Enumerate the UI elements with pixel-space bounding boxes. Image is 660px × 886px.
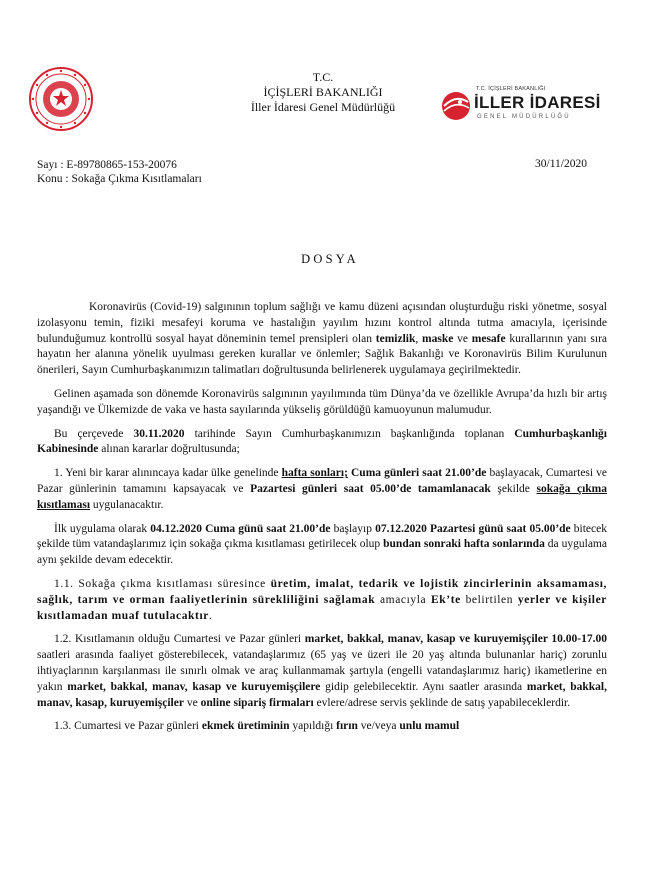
letterhead-line-3: İller İdaresi Genel Müdürlüğü xyxy=(250,100,396,114)
logo-top-text: T.C. İÇİŞLERİ BAKANLIĞI xyxy=(476,86,546,92)
paragraph-item-1-3: 1.3. Cumartesi ve Pazar günleri ekmek üretiminin yapıldığı fırın ve/veya unlu mamul xyxy=(54,720,460,733)
document-body xyxy=(37,300,607,743)
logo-name: İLLER İDARESİ xyxy=(474,93,601,112)
paragraph-item-1-2: 1.2. Kısıtlamanın olduğu Cumartesi ve Pazar günleri market, bakkal, manav, kasap ve kuruyemişçiler 10.00-17.00 saatleri arasında faaliyet gösterebilecek, vatandaşlarımız (65 yaş ve üzeri ile 20 yaş altında bulunanlar hariç) zorunlu ihtiyaçlarının karşılanması ile sınırlı olmak ve araç kullanmamak şartıyla (engelli vatandaşlarımız hariç) ikametlerine en yakın market, bakkal, manav, kasap ve kuruyemişçilere gidip gelebilecektir. Aynı saatler arasında market, bakkal, manav, kasap, kuruyemişçiler ve online sipariş firmaları evlere/adrese servis şeklinde de satış yapabileceklerdir. xyxy=(37,633,607,709)
document-title: DOSYA xyxy=(301,252,359,266)
logo-flag-icon xyxy=(440,90,472,122)
letterhead-line-2: İÇİŞLERİ BAKANLIĞI xyxy=(263,85,383,99)
letterhead-line-1: T.C. xyxy=(312,70,334,84)
logo-subtitle: GENEL MÜDÜRLÜĞÜ xyxy=(477,114,571,120)
konu-line: Konu : Sokağa Çıkma Kısıtlamaları xyxy=(37,173,202,185)
paragraph-3: Bu çerçevede 30.11.2020 tarihinde Sayın Cumhurbaşkanımızın başkanlığında toplanan Cumhurbaşkanlığı Kabinesinde alınan kararlar doğrultusunda; xyxy=(37,427,607,456)
paragraph-1: Koronavirüs (Covid-19) salgınının toplum sağlığı ve kamu düzeni açısından oluşturduğu riski yönetme, sosyal izolasyonu temin, fiziki mesafeyi koruma ve hastalığın yayılım hızını kontrol altında tutma amacıyla, içerisinde bulunduğumuz kontrollü sosyal hayat döneminin temel prensipleri olan temizlik, maske ve mesafe kurallarının yanı sıra hayatın her alanına yönelik uyulması gereken kurallar ve önlemler; Sağlık Bakanlığı ve Koronavirüs Bilim Kurulunun önerileri, Sayın Cumhurbaşkanımızın talimatları doğrultusunda belirlenerek uygulamaya geçirilmektedir. xyxy=(37,301,607,377)
ministry-seal-icon xyxy=(28,66,94,132)
paragraph-2: Gelinen aşamada son dönemde Koronavirüs salgınının yayılımında tüm Dünya’da ve özellikle Avrupa’da hızlı bir artış yaşandığı ve Ülkemizde de vaka ve hasta sayılarında yükseliş görüldüğü kamuoyunun malumudur. xyxy=(37,387,607,416)
paragraph-item-1-1: 1.1. Sokağa çıkma kısıtlaması süresince üretim, imalat, tedarik ve lojistik zincirlerinin aksamaması, sağlık, tarım ve orman faaliyetlerinin sürekliliğini sağlamak amacıyla Ek’te belirtilen yerler ve kişiler kısıtlamadan muaf tutulacaktır. xyxy=(37,577,607,622)
sayi-line: Sayı : E-89780865-153-20076 xyxy=(37,159,177,171)
paragraph-item-1: 1. Yeni bir karar alınıncaya kadar ülke genelinde hafta sonları; Cuma günleri saat 21.00’de başlayacak, Cumartesi ve Pazar günlerinin tamamını kapsayacak ve Pazartesi günleri saat 05.00’de tamamlanacak şekilde sokağa çıkma kısıtlaması uygulanacaktır. xyxy=(37,467,608,511)
iller-idaresi-logo xyxy=(440,84,600,130)
letterhead xyxy=(208,70,438,115)
document-meta xyxy=(37,158,202,186)
paragraph-first-application: İlk uygulama olarak 04.12.2020 Cuma günü saat 21.00’de başlayıp 07.12.2020 Pazartesi günü saat 05.00’de bitecek şekilde tüm vatandaşlarımız için sokağa çıkma kısıtlaması getirilecek olup bundan sonraki hafta sonlarında da uygulama aynı şekilde devam edecektir. xyxy=(37,522,607,567)
document-date: 30/11/2020 xyxy=(535,158,587,170)
